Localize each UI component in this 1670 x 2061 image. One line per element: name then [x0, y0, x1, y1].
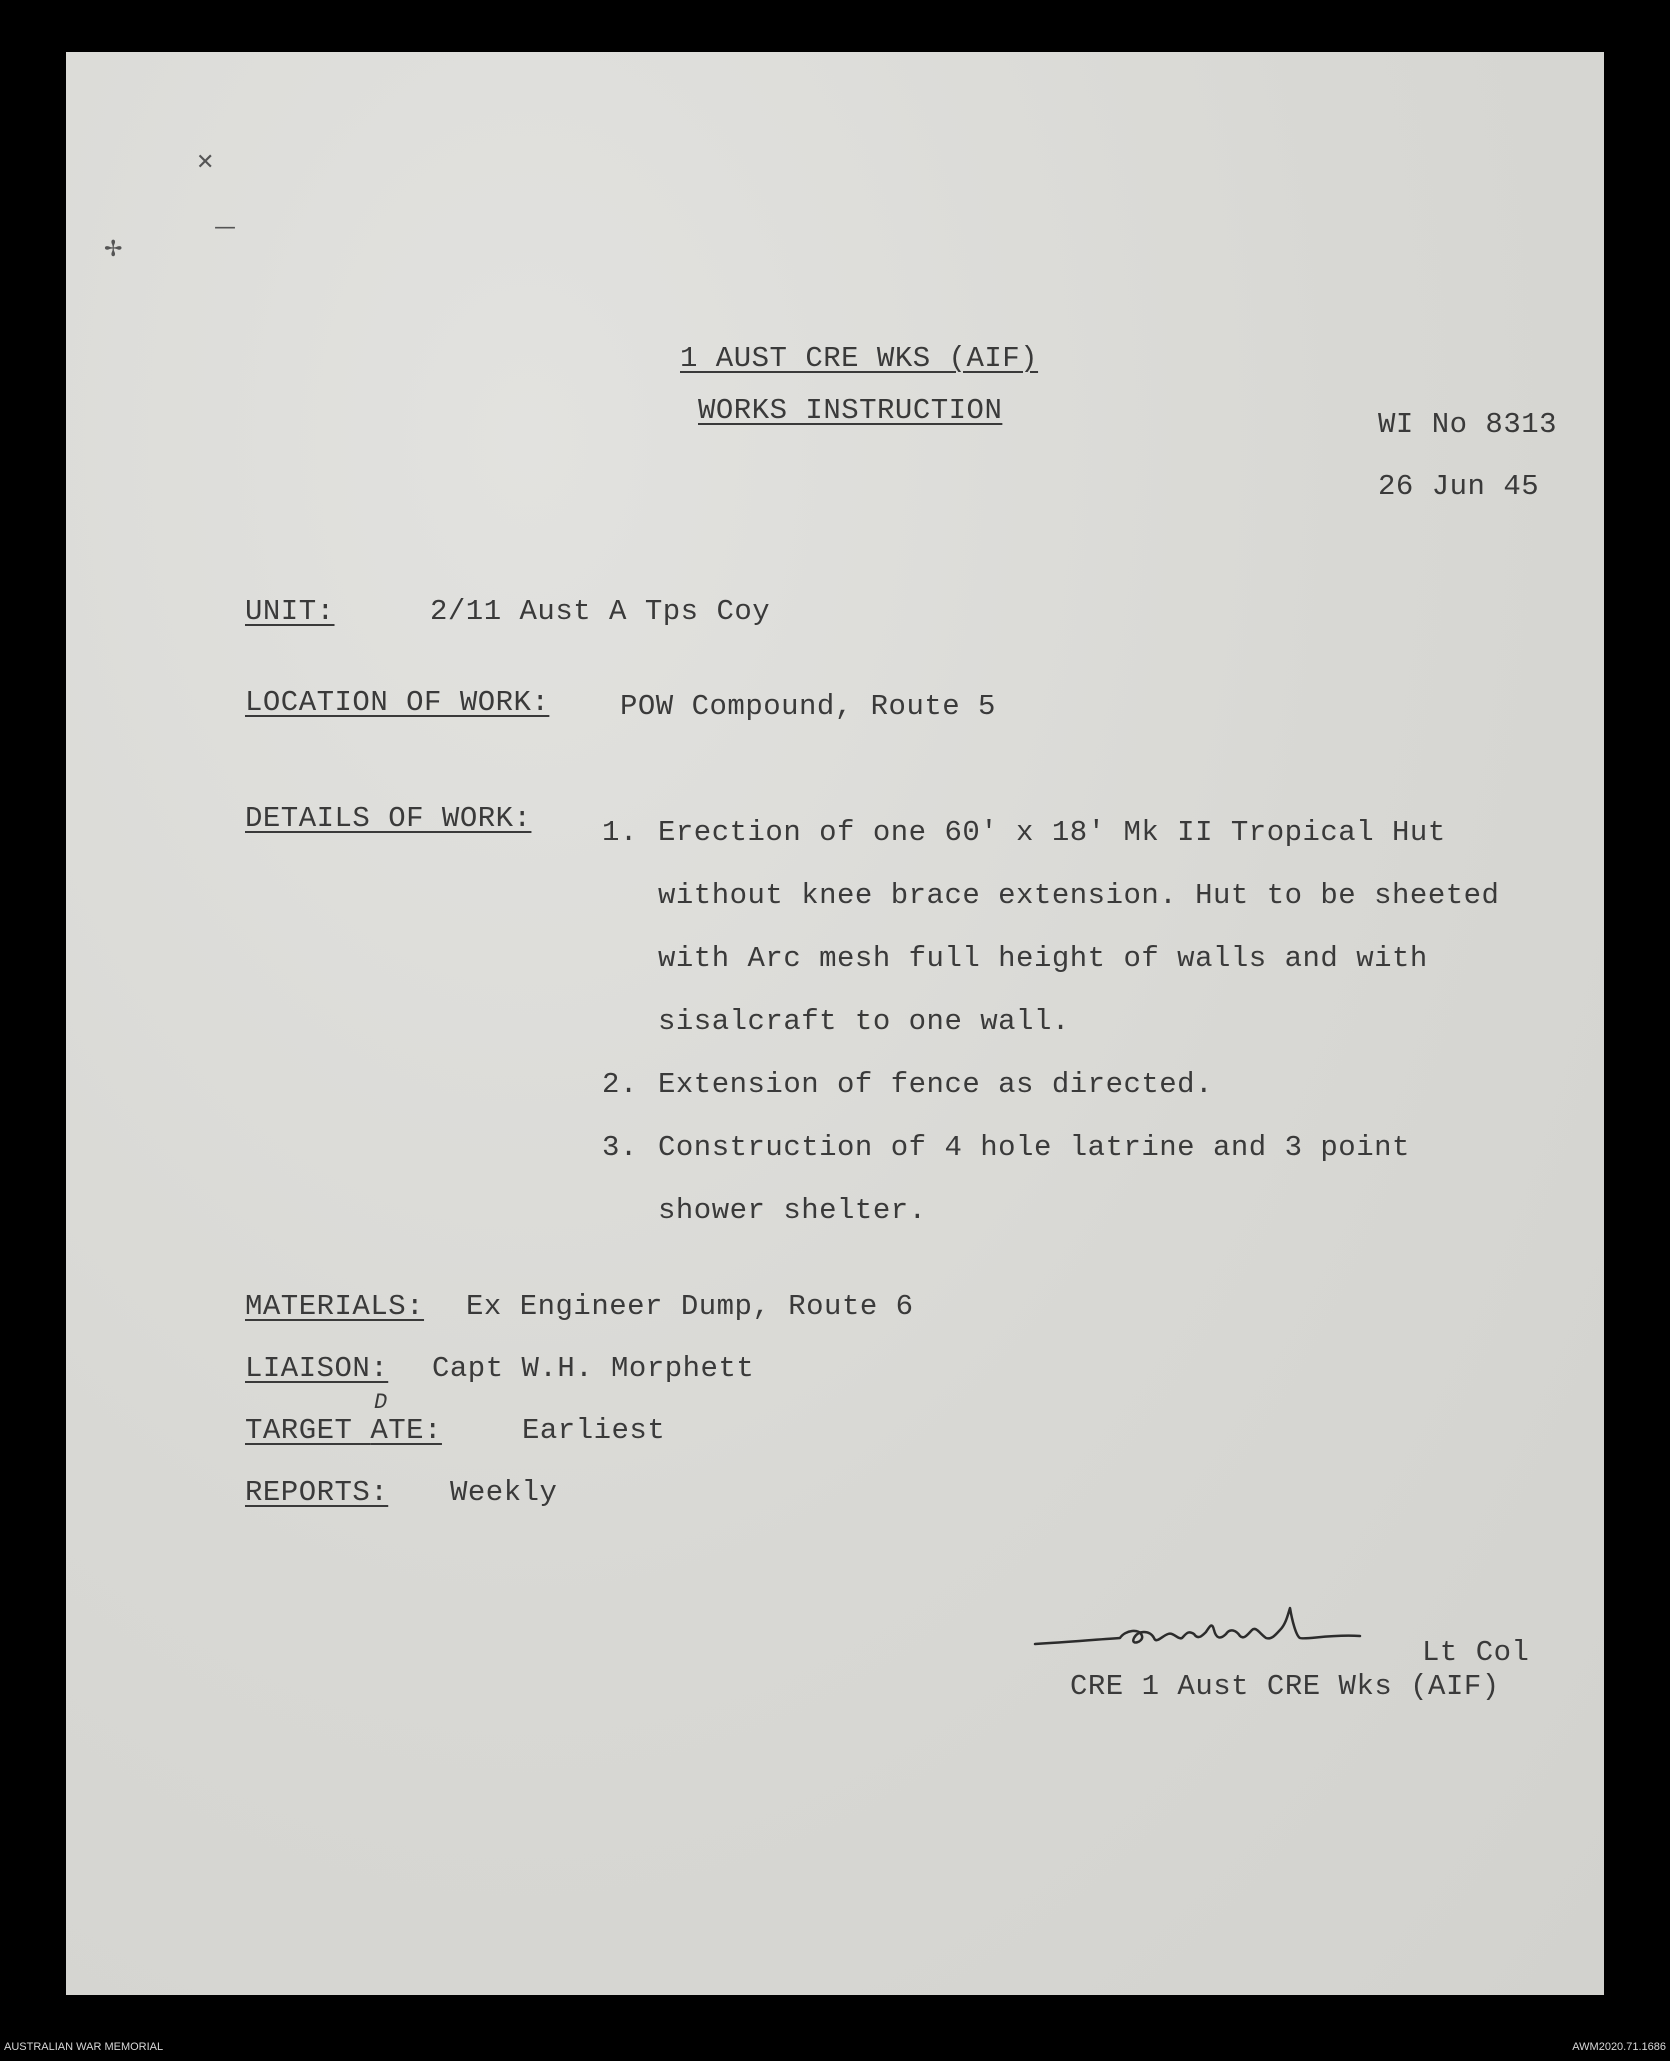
- target-label-part2: ATE:: [370, 1414, 442, 1447]
- detail-line: Extension of fence as directed.: [658, 1068, 1213, 1101]
- location-label: LOCATION OF WORK:: [245, 686, 550, 719]
- details-label: DETAILS OF WORK:: [245, 802, 532, 835]
- detail-line: sisalcraft to one wall.: [658, 1005, 1070, 1038]
- pin-mark: ✕: [196, 150, 215, 175]
- reports-label: REPORTS:: [245, 1476, 389, 1509]
- materials-label: MATERIALS:: [245, 1290, 425, 1323]
- target-date-label: [245, 1414, 442, 1447]
- detail-number: 3.: [602, 1131, 638, 1164]
- location-value: POW Compound, Route 5: [620, 690, 996, 723]
- pin-mark: ✢: [104, 237, 123, 262]
- unit-value: 2/11 Aust A Tps Coy: [430, 595, 771, 628]
- target-label-insert: D: [374, 1390, 388, 1415]
- footer-accession: AWM2020.71.1686: [1572, 2041, 1666, 2053]
- signature-title: CRE 1 Aust CRE Wks (AIF): [1070, 1670, 1500, 1703]
- detail-line: Erection of one 60' x 18' Mk II Tropical Hut: [658, 816, 1446, 849]
- heading-unit: 1 AUST CRE WKS (AIF): [680, 342, 1039, 375]
- detail-number: 1.: [602, 816, 638, 849]
- liaison-label: LIAISON:: [245, 1352, 389, 1385]
- document-date: 26 Jun 45: [1378, 470, 1540, 503]
- reports-value: Weekly: [450, 1476, 558, 1509]
- unit-label: UNIT:: [245, 595, 335, 628]
- wi-number: WI No 8313: [1378, 408, 1558, 441]
- signature-rank: Lt Col: [1422, 1636, 1530, 1669]
- target-label-part1: TARGET: [245, 1414, 371, 1447]
- detail-line: with Arc mesh full height of walls and with: [658, 942, 1428, 975]
- detail-line: Construction of 4 hole latrine and 3 point: [658, 1131, 1410, 1164]
- detail-number: 2.: [602, 1068, 638, 1101]
- liaison-value: Capt W.H. Morphett: [432, 1352, 755, 1385]
- heading-title: WORKS INSTRUCTION: [698, 394, 1003, 427]
- pin-mark: —: [214, 215, 236, 240]
- detail-line: shower shelter.: [658, 1194, 927, 1227]
- handwritten-signature: [1030, 1600, 1430, 1660]
- target-date-value: Earliest: [522, 1414, 666, 1447]
- footer-source: AUSTRALIAN WAR MEMORIAL: [4, 2041, 164, 2053]
- detail-line: without knee brace extension. Hut to be sheeted: [658, 879, 1500, 912]
- materials-value: Ex Engineer Dump, Route 6: [466, 1290, 914, 1323]
